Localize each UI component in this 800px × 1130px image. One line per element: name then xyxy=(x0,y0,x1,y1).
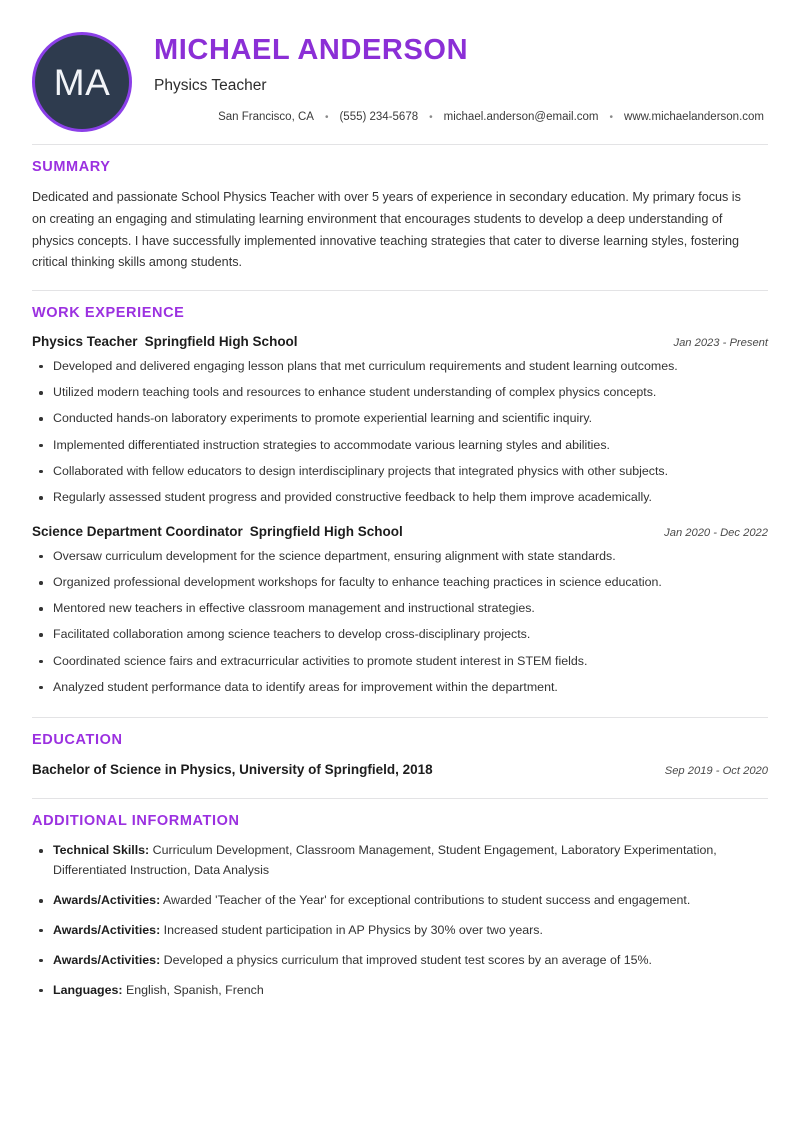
education-entry-head xyxy=(32,761,768,779)
list-item: Facilitated collaboration among science teachers to develop cross-disciplinary projects. xyxy=(32,625,768,644)
work-entry-company: Springfield High School xyxy=(249,524,403,540)
list-item: Organized professional development workshops for faculty to enhance teaching practices in science education. xyxy=(32,573,768,592)
work-entry-titles xyxy=(32,523,403,541)
list-item: Implemented differentiated instruction strategies to accommodate various learning styles and abilities. xyxy=(32,436,768,455)
avatar xyxy=(32,32,132,132)
contact-location: San Francisco, CA xyxy=(218,110,314,123)
list-item: Conducted hands-on laboratory experiments to promote experiential learning and scientific inquiry. xyxy=(32,409,768,428)
section-heading-additional-information: ADDITIONAL INFORMATION xyxy=(32,813,240,830)
work-entry-head xyxy=(32,333,768,351)
resume-header xyxy=(32,0,768,144)
info-value: Developed a physics curriculum that improved student test scores by an average of 15%. xyxy=(163,952,652,967)
work-entry-dates: Jan 2023 - Present xyxy=(673,337,768,350)
list-item xyxy=(32,951,762,971)
list-item: Regularly assessed student progress and provided constructive feedback to help them improve academically. xyxy=(32,488,768,507)
info-value: English, Spanish, French xyxy=(126,982,264,997)
section-heading-summary: SUMMARY xyxy=(32,159,111,175)
info-label: Awards/Activities: xyxy=(53,922,161,937)
summary-body xyxy=(32,187,768,290)
section-summary xyxy=(32,145,768,290)
section-additional-information xyxy=(32,799,768,1016)
work-entry-bullets xyxy=(32,547,768,697)
list-item: Coordinated science fairs and extracurricular activities to promote student interest in STEM fields. xyxy=(32,652,768,671)
list-item xyxy=(32,981,762,1001)
page-title: MICHAEL ANDERSON xyxy=(154,34,469,66)
contact-separator-icon: • xyxy=(324,111,329,123)
header-main xyxy=(132,28,768,125)
work-entry-titles xyxy=(32,333,298,351)
list-item: Developed and delivered engaging lesson plans that met curriculum requirements and student learning outcomes. xyxy=(32,357,768,376)
work-entry-title: Science Department Coordinator xyxy=(32,524,243,540)
list-item xyxy=(32,891,762,911)
list-item xyxy=(32,841,762,881)
section-work-experience xyxy=(32,291,768,717)
contact-separator-icon: • xyxy=(609,111,614,123)
education-body xyxy=(32,761,768,799)
additional-information-list xyxy=(32,841,768,1000)
info-label: Technical Skills: xyxy=(53,843,150,858)
info-label: Languages: xyxy=(53,982,123,997)
contact-email[interactable]: michael.anderson@email.com xyxy=(443,110,599,123)
work-entry-title: Physics Teacher xyxy=(32,334,138,350)
work-entry xyxy=(32,523,768,697)
work-entry-head xyxy=(32,523,768,541)
list-item: Oversaw curriculum development for the science department, ensuring alignment with state standards. xyxy=(32,547,768,566)
info-label: Awards/Activities: xyxy=(53,893,161,908)
avatar-initials: MA xyxy=(53,61,111,103)
contact-phone[interactable]: (555) 234-5678 xyxy=(339,110,419,123)
list-item: Collaborated with fellow educators to design interdisciplinary projects that integrated physics with other subjects. xyxy=(32,462,768,481)
work-experience-body xyxy=(32,333,768,717)
contact-separator-icon: • xyxy=(429,111,433,123)
list-item xyxy=(32,921,762,941)
work-entry xyxy=(32,333,768,507)
info-value: Curriculum Development, Classroom Management, Student Engagement, Laboratory Experimentation, Differentiated Instruction, Data Analysis xyxy=(53,843,717,878)
info-value: Awarded 'Teacher of the Year' for exceptional contributions to student success and engagement. xyxy=(162,893,691,908)
education-entry xyxy=(32,761,768,779)
list-item: Utilized modern teaching tools and resources to enhance student understanding of complex physics concepts. xyxy=(32,383,768,402)
section-heading-work-experience: WORK EXPERIENCE xyxy=(32,305,185,322)
work-entry-dates: Jan 2020 - Dec 2022 xyxy=(664,527,768,540)
contact-line xyxy=(154,110,768,125)
work-entry-bullets xyxy=(32,357,768,507)
contact-website[interactable]: www.michaelanderson.com xyxy=(624,110,764,123)
additional-information-body xyxy=(32,841,768,1016)
job-title: Physics Teacher xyxy=(154,77,267,95)
section-education xyxy=(32,718,768,798)
work-entry-company: Springfield High School xyxy=(144,334,298,350)
education-degree: Bachelor of Science in Physics, University of Springfield, 2018 xyxy=(32,761,433,777)
list-item: Mentored new teachers in effective classroom management and instructional strategies. xyxy=(32,599,768,618)
section-heading-education: EDUCATION xyxy=(32,732,123,749)
summary-text: Dedicated and passionate School Physics Teacher with over 5 years of experience in secondary education. My primary focus is on creating an engaging and stimulating learning environment that encourages students to develop a deep understanding of physics concepts. I have successfully implemented innovative teaching strategies that cater to diverse learning styles, fostering critical thinking skills among students. xyxy=(32,190,741,270)
info-value: Increased student participation in AP Physics by 30% over two years. xyxy=(163,922,543,937)
list-item: Analyzed student performance data to identify areas for improvement within the department. xyxy=(32,678,768,697)
education-dates: Sep 2019 - Oct 2020 xyxy=(664,764,768,777)
info-label: Awards/Activities: xyxy=(53,952,161,967)
